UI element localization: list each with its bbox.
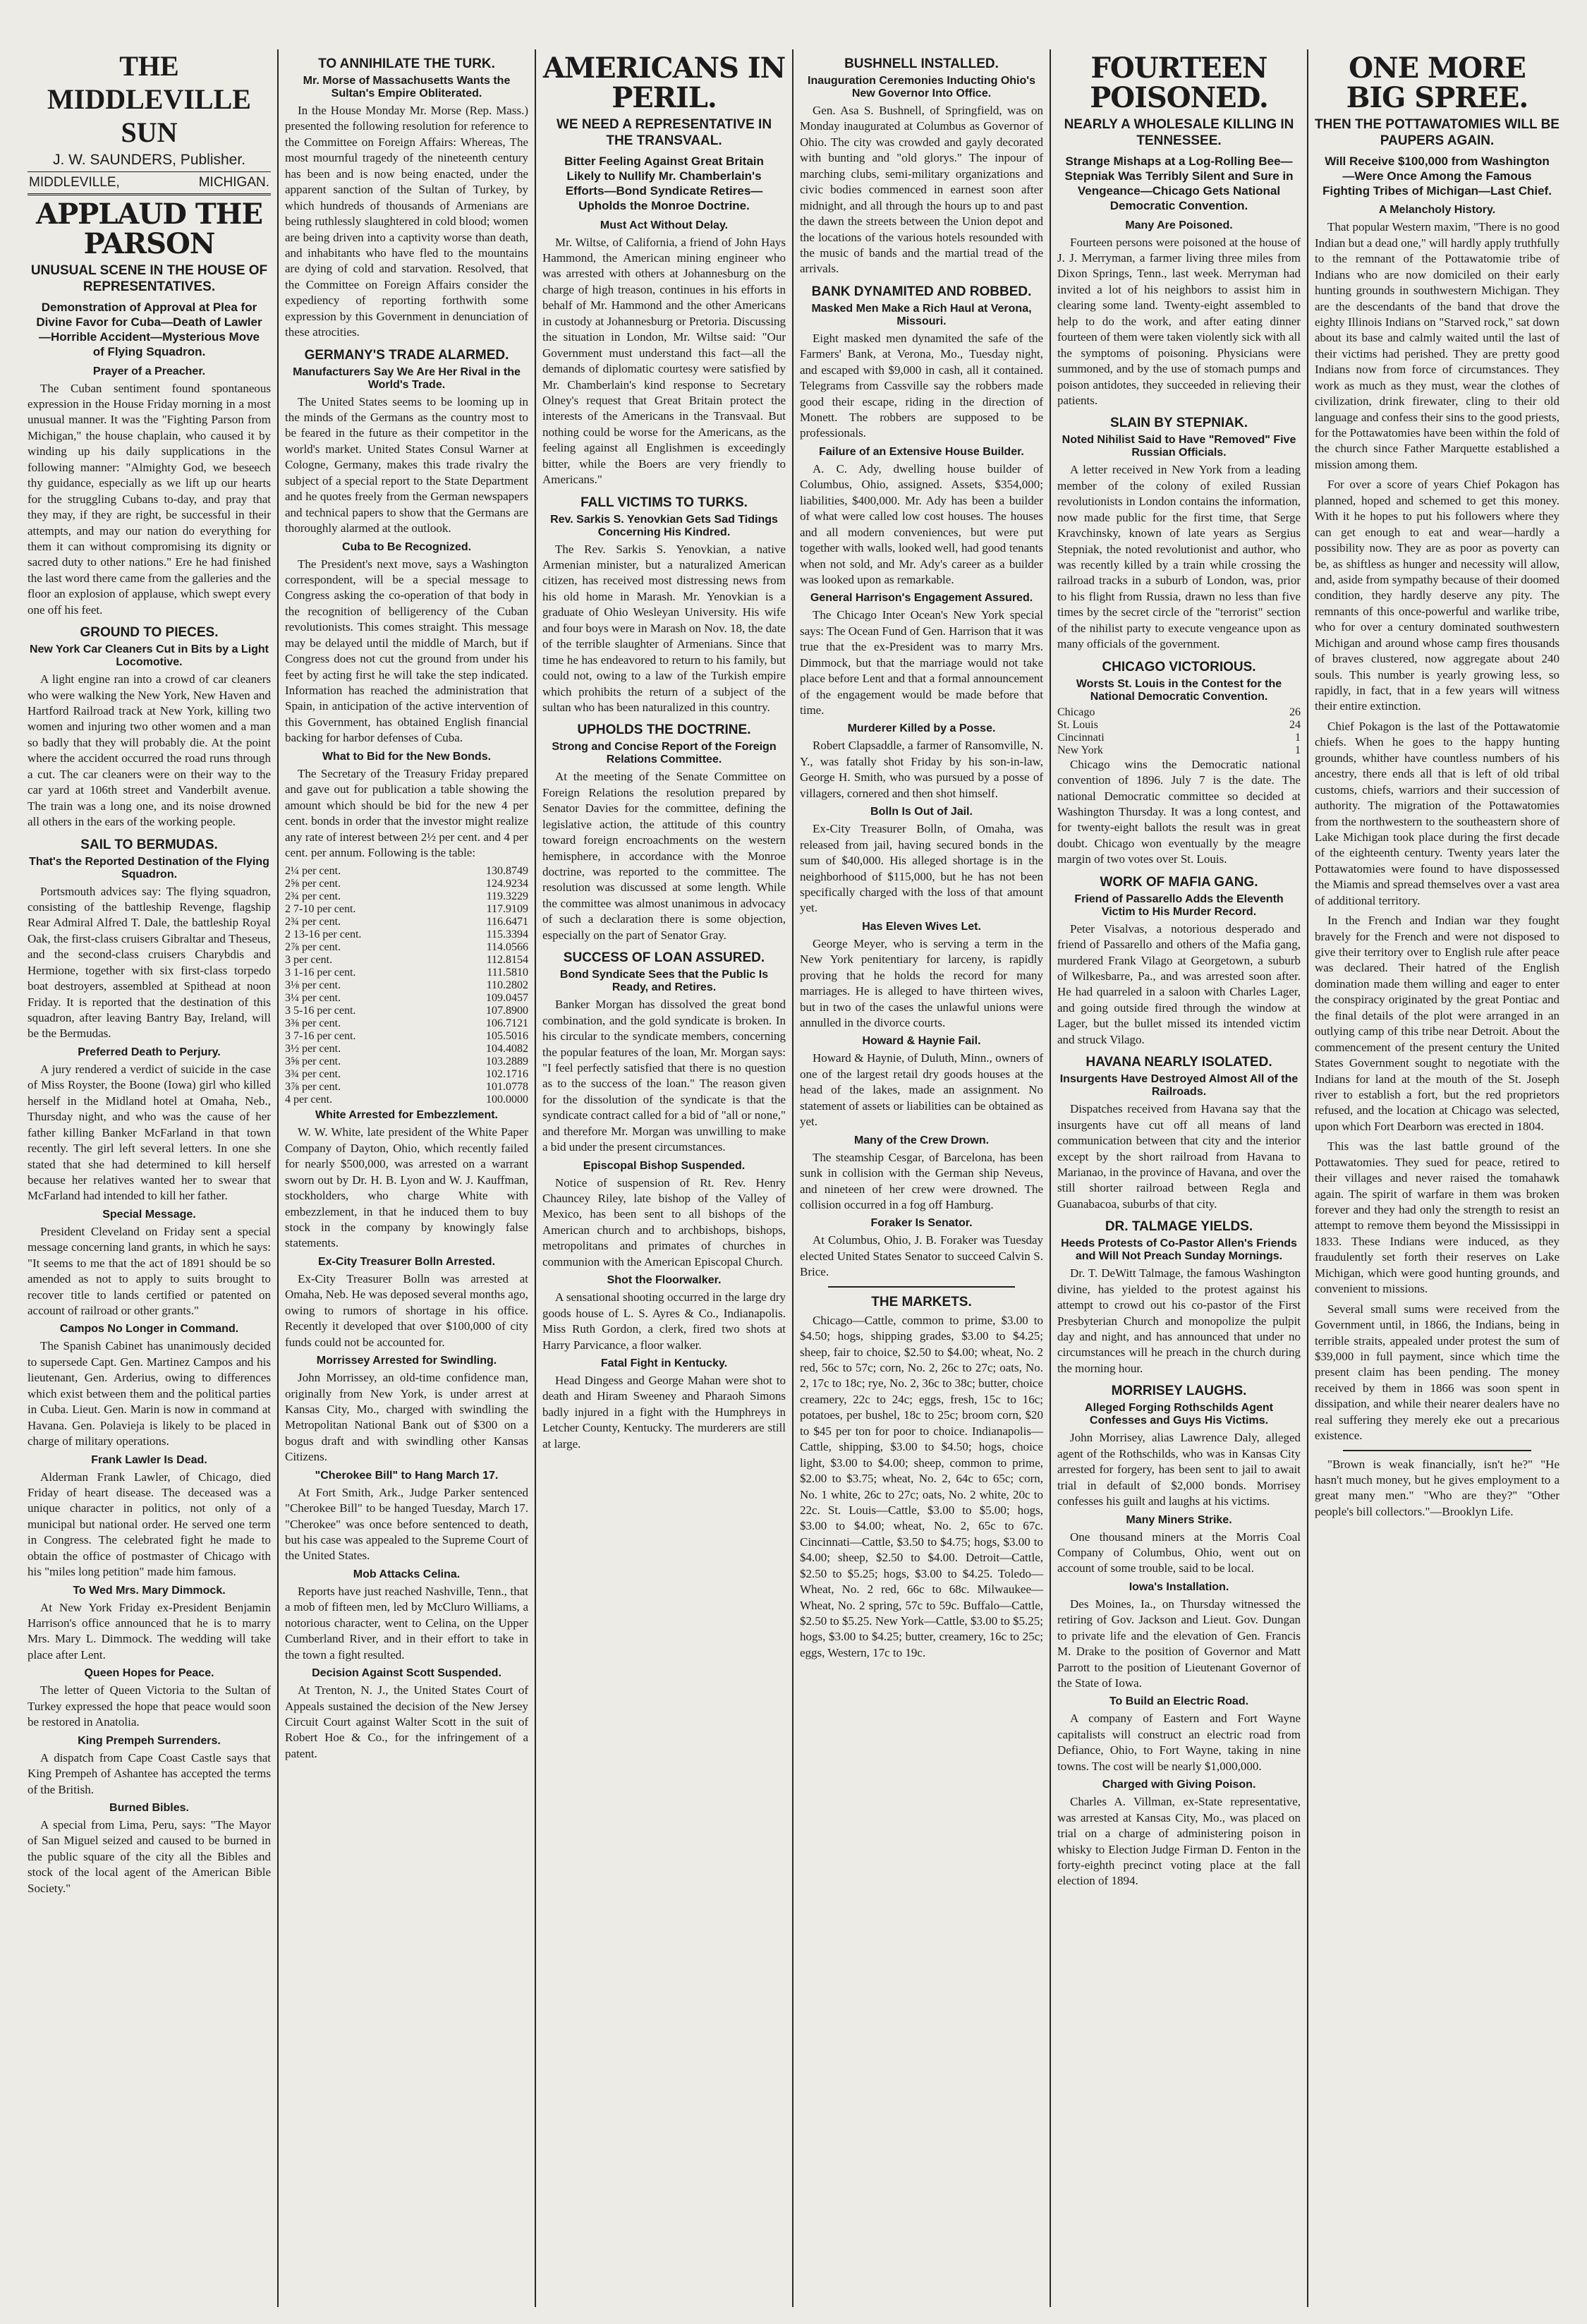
bond-value: 102.1716	[486, 1068, 528, 1081]
section-heading: MORRISEY LAUGHS.	[1111, 1384, 1247, 1399]
bond-row	[285, 903, 528, 916]
article-body: The Chicago Inter Ocean's New York special says: The Ocean Fund of Gen. Harrison that it was true that the ex-President was to marry Mrs. Dimmock, but that the marriage would not take place before Lent and that a formal announcement of the engagement would be made before that time.	[800, 608, 1043, 717]
bond-row	[285, 941, 528, 954]
article-body: For over a score of years Chief Pokagon has planned, hoped and schemed to get this money. With it he hopes to put his followers where they can get enough to eat and wear—hardly a possibility now. They are as poor as poverty can be, as shiftless as hunger and necessity will allow, and, aside from sympathy because of their doomed condition, they hardly deserve any pity. The remnants of this once-powerful and warlike tribe, who for over a century dominated southwestern Michigan and around whose camp fires thousands of braves clustered, now aggregate about 240 souls. This number is yearly growing less, so rapidly, in fact, that in a few years will witness their entire extinction.	[1315, 478, 1559, 713]
bond-rate: 3¾ per cent.	[285, 1068, 341, 1081]
section-heading: WORK OF MAFIA GANG.	[1100, 874, 1258, 890]
article-body: Portsmouth advices say: The flying squadron, consisting of the battleship Revenge, flagship Rear Admiral Alfred T. Dale, the battleship Royal Oak, the first-class cruisers Gibraltar and Theseus, and the second-class cruisers Charybdis and Hermione, together with six first-class torpedo boat destroyers, assembled at Spithead at noon Friday. It is reported that the destination of this squadron, after leaving Bantry Bay, Ireland, will be the Bermudas.	[28, 884, 271, 1041]
section-kicker: Friend of Passarello Adds the Eleventh Victim to His Murder Record.	[1074, 892, 1284, 918]
bond-row	[285, 916, 528, 928]
article-body: The Spanish Cabinet has unanimously decided to supersede Capt. Gen. Martinez Campos and his lieutenant, Gen. Arderius, owing to differences which exist between them and the political parties in Cuba. Lieut. Gen. Marin is now in command at Havana. Gen. Polavieja is likely to be placed in charge of military operations.	[28, 1339, 271, 1448]
section-heading: Foraker Is Senator.	[870, 1217, 973, 1230]
article-body: John Morrisey, alias Lawrence Daly, alleged agent of the Rothschilds, who was in Kansas City arrested for forgery, has been sent to jail to await trial in default of $2,000 bonds. Morrisey confesses his guilt and laughs at his victims.	[1057, 1431, 1301, 1508]
bond-row	[285, 1081, 528, 1094]
bond-rate: 2⅞ per cent.	[285, 941, 341, 954]
section-heading: Shot the Floorwalker.	[607, 1274, 722, 1287]
section-heading: "Cherokee Bill" to Hang March 17.	[315, 1469, 499, 1482]
section-heading: GROUND TO PIECES.	[80, 625, 219, 641]
bond-value: 114.0566	[486, 941, 528, 954]
section-heading: Iowa's Installation.	[1129, 1580, 1229, 1593]
section-heading: A Melancholy History.	[1378, 204, 1496, 217]
article-body: In the House Monday Mr. Morse (Rep. Mass.) presented the following resolution for reference to the Committee on Foreign Affairs: Whereas, The most mournful tragedy of the nineteenth century has been and is now being enacted, under the apparent sanction of the Sultan of Turkey, by which hundreds of thousands of Armenians are being ruthlessly slaughtered in cold blood; women are being driven into a captivity worse than death, and inhabitants who have fled to the mountains are dying of cold and starvation. Resolved, that the Committee on Foreign Affairs consider the expediency of reporting forthwith some expression by this Government in denunciation of these atrocities.	[285, 104, 528, 339]
bond-row	[285, 878, 528, 890]
bond-value: 117.9109	[486, 903, 528, 916]
headline: APPLAUD THE PARSON	[36, 198, 262, 260]
bond-value: 109.0457	[486, 992, 528, 1005]
vote-row	[1057, 732, 1301, 744]
bond-row	[285, 954, 528, 967]
bond-rate: 4 per cent.	[285, 1094, 333, 1106]
article-body: A jury rendered a verdict of suicide in the case of Miss Royster, the Boone (Iowa) girl who killed herself in the Midland hotel at Omaha, Neb., Thursday night, and who was the cause of her father killing Banker McFarland in that town recently. The girl left several letters. In one she stated that she had determined to kill herself because her relatives wanted her to swear that McFarland had intended to kill her father.	[28, 1062, 271, 1203]
vote-row	[1057, 744, 1301, 757]
deck: Strange Mishaps at a Log-Rolling Bee—Stepniak Was Terribly Silent and Sure in Vengeance—Chicago Gets National Democratic Convention.	[1064, 154, 1294, 213]
section-heading: Murderer Killed by a Posse.	[847, 722, 996, 735]
article-body: At Columbus, Ohio, J. B. Foraker was Tuesday elected United States Senator to succeed Calvin S. Brice.	[800, 1233, 1043, 1279]
section-heading: Decision Against Scott Suspended.	[312, 1667, 501, 1680]
section-heading: Ex-City Treasurer Bolln Arrested.	[317, 1255, 496, 1268]
vote-table	[1057, 706, 1301, 757]
article-body: A letter received in New York from a leading member of the colony of exiled Russian revolutionists in London contains the information, now made public for the first time, that Serge Kravchinsky, known of late years as Sergius Stepniak, the noted revolutionist and author, who was recently killed by a train while crossing the railroad tracks in a suburb of London, was, prior to his flight from Russia, drawn no less than five times by the secret circle of the "terrorist" section of the nihilist party to execute vengeance upon as many officials of the government.	[1057, 463, 1301, 651]
section-kicker: Mr. Morse of Massachusetts Wants the Sultan's Empire Obliterated.	[303, 75, 511, 99]
bond-rate: 3⅜ per cent.	[285, 1017, 341, 1030]
vote-count: 1	[1295, 731, 1301, 744]
bond-row	[285, 1030, 528, 1043]
section-heading: Many Miners Strike.	[1126, 1513, 1232, 1526]
section-heading: BANK DYNAMITED AND ROBBED.	[811, 284, 1032, 299]
article-body: President Cleveland on Friday sent a special message concerning land grants, in which he says: "It seems to me that the act of 1891 should be so amended as not to apply to suits brought to recover title to lands certified or patented on account of railroad or other grants."	[28, 1224, 271, 1318]
masthead-publisher: J. W. SAUNDERS, Publisher.	[52, 152, 246, 168]
bond-row	[285, 967, 528, 979]
section-heading: Preferred Death to Perjury.	[78, 1046, 221, 1058]
bond-row	[285, 1094, 528, 1106]
section-heading: GERMANY'S TRADE ALARMED.	[304, 347, 509, 363]
bond-table	[285, 865, 528, 1106]
section-kicker: Insurgents Have Destroyed Almost All of the Railroads.	[1059, 1073, 1299, 1099]
article-body: That popular Western maxim, "There is no good Indian but a dead one," will hardly apply truthfully to the remnant of the Pottawatomie tribe of Indians who are now domiciled on their early hunting grounds in southwestern Michigan. They are the descendants of the band that drove the eighty Illinois Indians on "Starved rock," sat down about its base and calmly waited until the last of their victims had perished. They are pretty good Indians now from force of circumstances. They work as much as they must, wear the clothes of civilization, drink firewater, cling to their old language and confess their sins to the good priests, for the Pottawatomies have been within the fold of the church since Father Marquette established a mission among them.	[1315, 220, 1559, 471]
headline: ONE MORE BIG SPREE.	[1346, 52, 1528, 114]
bond-value: 124.9234	[486, 878, 528, 890]
section-heading: To Wed Mrs. Mary Dimmock.	[73, 1584, 226, 1597]
article-body: The steamship Cesgar, of Barcelona, has been sunk in collision with the German ship Neveus, and nineteen of her crew were drowned. The collision occurred in a fog off Hamburg.	[800, 1150, 1043, 1211]
bond-rate: 3⅝ per cent.	[285, 1055, 341, 1068]
section-heading: Burned Bibles.	[109, 1801, 189, 1814]
article-body: Reports have just reached Nashville, Tenn., that a mob of fifteen men, led by McCluro Williams, a notorious character, went to Celina, on the Upper Cumberland River, and in their effort to take in the town a fight resulted.	[285, 1584, 528, 1662]
bond-rate: 2¼ per cent.	[285, 865, 341, 878]
article-body: A light engine ran into a crowd of car cleaners who were walking the New York, New Haven and Hartford Railroad track at New York, killing two women and injuring two other women and a man so badly that they will probably die. At the point where the accident occurred the road runs through a cut. The car cleaners were on their way to the car yard at 106th street and Vanderbilt avenue. The train was a long one, and its noise drowned all others in the ears of the working people.	[28, 672, 271, 829]
section-heading: Queen Hopes for Peace.	[84, 1667, 214, 1680]
article-body: At the meeting of the Senate Committee on Foreign Relations the resolution prepared by Senator Davies for the committee, defining the legislative action, the attitude of this country toward foreign encroachments on the western hemisphere, in accordance with the Monroe doctrine, was reported to the committee. The resolution was discussed at some length. While the committee was almost unanimous in advocacy of such a declaration there is some objection, especially on the part of Senator Gray.	[542, 770, 786, 942]
article-body: Ex-City Treasurer Bolln, of Omaha, was released from jail, having secured bonds in the sum of $40,000. His alleged shortage is in the neighborhood of $115,000, but he has not been specifically charged with the loss of that amount yet.	[800, 822, 1043, 915]
section-heading: Campos No Longer in Command.	[59, 1323, 239, 1336]
section-heading: Howard & Haynie Fail.	[862, 1035, 981, 1048]
section-heading: Special Message.	[102, 1208, 196, 1221]
section-kicker: Bond Syndicate Sees that the Public Is Ready, and Retires.	[559, 969, 769, 994]
subheadline: UNUSUAL SCENE IN THE HOUSE OF REPRESENTATIVES.	[30, 263, 268, 294]
deck: Demonstration of Approval at Plea for Divine Favor for Cuba—Death of Lawler—Horrible Accident—Mysterious Move of Flying Squadron.	[36, 300, 262, 359]
bond-value: 103.2889	[486, 1055, 528, 1068]
market-report: Chicago—Cattle, common to prime, $3.00 to $4.50; hogs, shipping grades, $3.00 to $4.25; sheep, fair to choice, $2.50 to $4.00; wheat, No. 2 red, 56c to 57c; corn, No. 2, 26c to 27c; oats, No. 2, 17c to 18c; rye, No. 2, 36c to 38c; butter, choice creamery, 22c to 24c; eggs, fresh, 15c to 16c; potatoes, per bushel, 18c to 25c; broom corn, $20 to $45 per ton for poor to choice. Indianapolis—Cattle, shipping, $3.00 to $4.50; hogs, choice light, $3.00 to $4.00; sheep, common to prime, $2.00 to $3.75; wheat, No. 2, 64c to 65c; corn, No. 1 white, 26c to 27c; oats, No. 2 white, 20c to 22c. St. Louis—Cattle, $3.00 to $5.00; hogs, $3.00 to $4.00; wheat, No. 2, 65c to 67c. Cincinnati—Cattle, $3.50 to $4.75; hogs, $3.00 to $4.00; sheep, $2.50 to $4.00. Detroit—Cattle, $2.50 to $5.25; hogs, $3.00 to $4.25. Toledo—Wheat, No. 2 red, 66c to 68c. Milwaukee—Wheat, No. 2 spring, 57c to 59c. Buffalo—Cattle, $2.50 to $5.25. New York—Cattle, $3.00 to $5.25; hogs, $3.00 to $4.25; butter, creamery, 16c to 25c; eggs, Western, 17c to 19c.	[800, 1313, 1043, 1659]
bond-row	[285, 1055, 528, 1068]
section-heading: CHICAGO VICTORIOUS.	[1102, 659, 1256, 674]
bond-rate: 3½ per cent.	[285, 1043, 341, 1055]
bond-value: 107.8900	[486, 1005, 528, 1017]
section-heading: Many Are Poisoned.	[1125, 219, 1233, 231]
vote-count: 1	[1295, 744, 1301, 756]
masthead-dateline	[28, 171, 271, 195]
section-kicker: That's the Reported Destination of the Flying Squadron.	[29, 855, 269, 880]
bond-rate: 3⅞ per cent.	[285, 1081, 341, 1094]
article-body: In the French and Indian war they fought bravely for the French and were not disposed to give their territory over to English rule after peace was declared. Their hatred of the English domination made them willing and eager to enter the conspiracy originated by the great Pontiac and the final details of the plot were arranged in an outlying camp of this tribe near Detroit. About the commencement of the present century the United States Government sought to negotiate with the Indians for land at the mouth of the St. Joseph river to establish a fort, but the red proprietors refused, and the location at Chicago was selected, upon which Fort Dearborn was erected in 1804.	[1315, 914, 1559, 1133]
article-body: Mr. Wiltse, of California, a friend of John Hays Hammond, the American mining engineer who was arrested with others at Johannesburg on the charge of high treason, continues in his efforts in behalf of Mr. Hammond and the other Americans in custody at Johannesburg or Pretoria. Discussing the situation in London, Mr. Wiltse said: "Our Government must understand this fact—all the demands of diplomatic courtesy were satisfied by Mr. Chamberlain's kind response to Secretary Olney's request that Great Britain protect the interests of the Americans in the Transvaal. But nothing could be worse for the Americans, as the feeling against all Englishmen is exceedingly bitter, while the Boers are very friendly to Americans."	[542, 235, 786, 487]
article-body: At New York Friday ex-President Benjamin Harrison's office announced that he is to marry Mrs. Mary L. Dimmock. The wedding will take place after Lent.	[28, 1600, 271, 1662]
vote-count: 24	[1289, 718, 1301, 731]
article-body: Ex-City Treasurer Bolln was arrested at Omaha, Neb. He was deposed several months ago, owing to rumors of shortage in his office. Recently it developed that over $100,000 of city funds could not be accounted for.	[285, 1271, 528, 1349]
section-heading: Mob Attacks Celina.	[353, 1568, 461, 1580]
headline: AMERICANS IN PERIL.	[542, 52, 786, 114]
section-heading: Frank Lawler Is Dead.	[91, 1453, 207, 1466]
section-heading: Prayer of a Preacher.	[92, 365, 206, 377]
bond-row	[285, 928, 528, 941]
masthead-title: THE MIDDLEVILLE SUN	[47, 50, 251, 148]
article-body: Head Dingess and George Mahan were shot to death and Hiram Sweeney and Pharaoh Simons badly injured in a fight with the Humphreys in Letcher County, Kentucky. The murderers are still at large.	[542, 1373, 786, 1451]
section-kicker: Masked Men Make a Rich Haul at Verona, Missouri.	[811, 302, 1032, 327]
section-heading: What to Bid for the New Bonds.	[322, 750, 492, 763]
bond-row	[285, 992, 528, 1005]
section-heading: King Prempeh Surrenders.	[78, 1734, 221, 1747]
article-body: Dr. T. DeWitt Talmage, the famous Washington divine, has yielded to the protest against his attempt to crowd out his co-pastor of the First Presbyterian Church and monopolize the pulpit day and night, and has announced that under no circumstances will he preach in the church during the morning hour.	[1057, 1266, 1301, 1375]
bond-row	[285, 1017, 528, 1030]
section-heading: To Build an Electric Road.	[1109, 1695, 1249, 1708]
section-heading: White Arrested for Embezzlement.	[315, 1109, 498, 1122]
bond-rate: 3¼ per cent.	[285, 992, 341, 1005]
section-heading: TO ANNIHILATE THE TURK.	[318, 56, 495, 71]
section-kicker: Rev. Sarkis S. Yenovkian Gets Sad Tidings Concerning His Kindred.	[550, 513, 778, 538]
article-body: At Fort Smith, Ark., Judge Parker sentenced "Cherokee Bill" to be hanged Tuesday, March 17. "Cherokee" was once before sentenced to death, but his case was appealed to the Supreme Court of the United States.	[285, 1485, 528, 1563]
article-body: Fourteen persons were poisoned at the house of J. J. Merryman, a farmer living three miles from Dixon Springs, Tenn., last week. Merryman had invited a lot of his neighbors to assist him in clearing some land. Twenty-eight assembled to help to do the work, and after eating dinner fourteen of them were taken violently sick with all the symptoms of poisoning. Physicians were summoned, and by the use of stomach pumps and poison antidotes, they succeeded in relieving their patients.	[1057, 235, 1301, 407]
bond-rate: 2 13-16 per cent.	[285, 928, 362, 941]
article-body: Gen. Asa S. Bushnell, of Springfield, was on Monday inaugurated at Columbus as Governor of Ohio. The city was crowded and gayly decorated with bunting and "old glorys." The inpour of marching clubs, semi-military organizations and civic bodies commenced in earnest soon after midnight, and all through the hours up to and past the dawn the streets between the Union depot and the locations of the various hotels resounded with the music of bands and the martial tread of the arrivals.	[800, 104, 1043, 276]
vote-city: St. Louis	[1057, 718, 1098, 731]
article-body: W. W. White, late president of the White Paper Company of Dayton, Ohio, which recently failed for nearly $500,000, was arrested on a warrant sworn out by Dr. H. B. Lyon and W. J. Kauffman, stockholders, who charge White with embezzlement, in that he induced them to buy stock in the company by knowingly false statements.	[285, 1125, 528, 1250]
article-body: Dispatches received from Havana say that the insurgents have cut off all means of land communication between that city and the interior except by the short railroad from Havana to Marianao, in the province of Havana, and over the still shorter railroad between Regla and Guanabacoa, suburbs of that city.	[1057, 1102, 1301, 1211]
article-body: A dispatch from Cape Coast Castle says that King Prempeh of Ashantee has accepted the terms of the British.	[28, 1750, 271, 1796]
section-heading: Many of the Crew Drown.	[853, 1134, 990, 1146]
bond-value: 110.2802	[486, 979, 528, 992]
bond-row	[285, 890, 528, 903]
article-body: John Morrissey, an old-time confidence man, originally from New York, is under arrest at Kansas City, Mo., charged with swindling the Metropolitan National Bank out of $300 on a bogus draft and with swindling other Kansas Citizens.	[285, 1371, 528, 1464]
section-kicker: Manufacturers Say We Are Her Rival in the World's Trade.	[293, 365, 521, 391]
article-body: Chicago wins the Democratic national convention of 1896. July 7 is the date. The national Democratic committee so decided at Washington Thursday. It was a long contest, and for twenty-eight ballots the result was in great doubt. Chicago won eventually by the meagre margin of two votes over St. Louis.	[1057, 757, 1301, 866]
masthead-town: MIDDLEVILLE,	[29, 175, 120, 190]
article-body: Howard & Haynie, of Duluth, Minn., owners of one of the largest retail dry goods houses at the head of the lakes, made an assignment. No statement of assets or liabilities can be obtained as yet.	[800, 1051, 1043, 1129]
section-heading: THE MARKETS.	[871, 1294, 972, 1309]
article-body: The letter of Queen Victoria to the Sultan of Turkey expressed the hope that peace would soon be restored in Anatolia.	[28, 1683, 271, 1729]
article-body: Several small sums were received from the Government until, in 1866, the Indians, being in terrible straits, appealed under protest the sum of $39,000 in full payment, since which time the present claim has been pending. The money received by them in 1866 was soon spent in dissipation, and while their nearer dealers have no real suffering they merely eke out a precarious existence.	[1315, 1302, 1559, 1443]
section-kicker: Inauguration Ceremonies Inducting Ohio's New Governor Into Office.	[808, 75, 1035, 99]
section-kicker: New York Car Cleaners Cut in Bits by a Light Locomotive.	[29, 643, 269, 669]
section-heading: Charged with Giving Poison.	[1102, 1779, 1256, 1791]
article-body: Des Moines, Ia., on Thursday witnessed the retiring of Gov. Jackson and Lieut. Gov. Dungan to private life and the elevation of Gen. Francis M. Drake to the position of Governor and Matt Parrott to the position of Lieutenant Governor of the State of Iowa.	[1057, 1597, 1301, 1690]
section-kicker: Noted Nihilist Said to Have "Removed" Five Russian Officials.	[1062, 434, 1296, 459]
section-heading: UPHOLDS THE DOCTRINE.	[577, 722, 751, 738]
divider	[1343, 1450, 1531, 1451]
column-4	[794, 49, 1051, 2307]
bond-value: 130.8749	[486, 865, 528, 878]
section-heading: SAIL TO BERMUDAS.	[80, 837, 218, 852]
article-body: Chief Pokagon is the last of the Pottawatomie chiefs. When he goes to the happy hunting grounds, whither have countless numbers of his ancestry, there ends all that is left of old tribal customs, chiefs, warriors and their succession of authority. The migration of the Pottawatomies from the northwestern to the southeastern shore of Lake Michigan took place during the first decade of the eighteenth century. Twenty years later the Pottawatomies were found to have dispossessed the Miamis and spread themselves over a vast area of additional territory.	[1315, 719, 1559, 907]
section-heading: Must Act Without Delay.	[600, 219, 729, 231]
section-kicker: Strong and Concise Report of the Foreign Relations Committee.	[552, 741, 777, 766]
column-2	[279, 49, 536, 2307]
bond-rate: 2¾ per cent.	[285, 890, 341, 903]
bond-value: 119.3229	[486, 890, 528, 903]
article-body: A. C. Ady, dwelling house builder of Columbus, Ohio, assigned. Assets, $354,000; liabilities, $400,000. Mr. Ady has been a builder of what were called low cost houses. The houses and all modern conveniences, but were put together with walls, looked well, had good tenants when not sold, and Mr. Ady's career as a builder was looked upon as remarkable.	[800, 461, 1043, 586]
bond-value: 116.6471	[486, 916, 528, 928]
section-heading: Has Eleven Wives Let.	[862, 920, 981, 933]
bond-value: 104.4082	[486, 1043, 528, 1055]
vote-city: New York	[1057, 744, 1103, 756]
article-body: The Rev. Sarkis S. Yenovkian, a native Armenian minister, but a naturalized American citizen, has received most distressing news from his old home in Marash. Mr. Yenovkian is a graduate of Ohio Wesleyan University. His wife and four boys were in Marash on Nov. 18, the date of the terrible slaughter of Armenians. Since that time he has endeavored to return to his family, but could not, owing to a law of the Turkish empire which prohibits the return of a subject of the sultan who has been naturalized in this country.	[542, 542, 786, 714]
bond-value: 105.5016	[486, 1030, 528, 1043]
article-body: Robert Clapsaddle, a farmer of Ransomville, N. Y., was fatally shot Friday by his son-in-law, George H. Smith, who was pursued by a posse of villagers, cornered and then shot himself.	[800, 739, 1043, 800]
section-kicker: Worsts St. Louis in the Contest for the National Democratic Convention.	[1076, 677, 1282, 703]
article-body: One thousand miners at the Morris Coal Company of Columbus, Ohio, went out on account of some trouble, said to be local.	[1057, 1530, 1301, 1575]
column-3	[536, 49, 794, 2307]
article-body: The Secretary of the Treasury Friday prepared and gave out for publication a table showing the amount which should be bid for the new 4 per cent. bonds in order that the investor might realize any rate of interest between 2½ per cent. and 4 per cent. per annum. Following is the table:	[285, 766, 528, 859]
bond-row	[285, 865, 528, 878]
deck: Bitter Feeling Against Great Britain Likely to Nullify Mr. Chamberlain's Efforts—Bond Syndicate Retires—Upholds the Monroe Doctrine.	[564, 154, 764, 213]
bond-value: 100.0000	[486, 1094, 528, 1106]
bond-rate: 2⅝ per cent.	[285, 878, 341, 890]
article-body: Peter Visalvas, a notorious desperado and friend of Passarello and others of the Mafia gang, murdered Frank Vilago at Georgetown, a suburb of Wilkesbarre, Pa., and was arrested soon after. He had quarreled in a saloon with Charles Lager, and going outside fired through the window at Lager, but the bullet missed its intended victim and struck Vilago.	[1057, 921, 1301, 1046]
article-body: Notice of suspension of Rt. Rev. Henry Chauncey Riley, late bishop of the Valley of Mexico, has been sent to all bishops of the American church and to archbishops, bishops, metropolitans and primates of churches in communion with the American Episcopal Church.	[542, 1175, 786, 1269]
section-heading: Bolln Is Out of Jail.	[870, 806, 973, 818]
article-body: At Trenton, N. J., the United States Court of Appeals sustained the decision of the New Jersey Circuit Court against Walter Scott in the suit of Robert Hoe & Co., for the infringement of a patent.	[285, 1683, 528, 1760]
article-body: Banker Morgan has dissolved the great bond combination, and the gold syndicate is broken. In his circular to the syndicate members, concerning the popular features of the loan, Mr. Morgan says: "I feel perfectly satisfied that there is no question as to the success of the loan." The reason given for the dissolution of the syndicate is that the syndicate contract called for a bid of "all or none," and therefore Mr. Morgan was unwilling to make a bid under the present circumstances.	[542, 998, 786, 1154]
vote-count: 26	[1289, 706, 1301, 718]
bond-value: 115.3394	[486, 928, 528, 941]
section-heading: Failure of an Extensive House Builder.	[819, 445, 1024, 458]
section-heading: Morrissey Arrested for Swindling.	[316, 1355, 497, 1367]
bond-value: 101.0778	[486, 1081, 528, 1094]
section-heading: SLAIN BY STEPNIAK.	[1110, 416, 1248, 431]
article-body: The Cuban sentiment found spontaneous expression in the House Friday morning in a most unusual manner. It was the "Fighting Parson from Michigan," the house chaplain, who caused it by winding up his daily supplications in the following manner: "Almighty God, we beseech thy guidance, especially as we lift up our hearts for the struggling Cubans to-day, and pray that they may, if they are right, be successful in their attempts, and may our nation do everything for them it can without compromising its dignity or sacred duty to other nations." Ere he had finished the last word there came from the galleries and the floor an explosion of applause, which swept every one off his feet.	[28, 381, 271, 617]
section-heading: Cuba to Be Recognized.	[341, 540, 472, 553]
article-body: George Meyer, who is serving a term in the New York penitentiary for larceny, is rapidly proving that he holds the record for many marriages. He is alleged to have thirteen wives, but in two of the cases the unlawful unions were annulled in the divorce courts.	[800, 936, 1043, 1029]
subheadline: WE NEED A REPRESENTATIVE IN THE TRANSVAAL.	[556, 117, 772, 148]
section-heading: SUCCESS OF LOAN ASSURED.	[563, 950, 765, 966]
article-body: Alderman Frank Lawler, of Chicago, died Friday of heart disease. The deceased was a unique character in politics, not only of a municipal but national order. He served one term in Congress. The celebrated fight he made to obtain the office of postmaster of Chicago with his "miles long petition" made him famous.	[28, 1470, 271, 1579]
bond-value: 111.5810	[487, 967, 528, 979]
bond-rate: 3 5-16 per cent.	[285, 1005, 356, 1017]
bond-value: 112.8154	[486, 954, 528, 967]
deck: Will Receive $100,000 from Washington—Were Once Among the Famous Fighting Tribes of Michigan—Last Chief.	[1322, 154, 1552, 198]
bond-rate: 3 1-16 per cent.	[285, 967, 356, 979]
article-body: A special from Lima, Peru, says: "The Mayor of San Miguel seized and caused to be burned in the public square of the city all the Bibles and stock of the local agent of the American Bible Society."	[28, 1817, 271, 1895]
article-body: This was the last battle ground of the Pottawatomies. They sued for peace, retired to their villages and never raised the tomahawk again. The spirit of warfare in them was broken forever and they had only the strength to resist an attempt to remove them beyond the Mississippi in 1833. These Indians were induced, as they fraudulently set forth their reserves on Lake Michigan, which were good hunting grounds, and convenient to missions.	[1315, 1139, 1559, 1296]
article-body: Eight masked men dynamited the safe of the Farmers' Bank, at Verona, Mo., Tuesday night, and escaped with $9,000 in cash, all it contained. Telegrams from Cassville say the robbers made good their escape, riding in the direction of Monett. The robbers are supposed to be professionals.	[800, 331, 1043, 440]
section-heading: BUSHNELL INSTALLED.	[844, 56, 999, 71]
column-5	[1051, 49, 1308, 2307]
bond-row	[285, 979, 528, 992]
bond-rate: 3⅛ per cent.	[285, 979, 341, 992]
section-kicker: Heeds Protests of Co-Pastor Allen's Friends and Will Not Preach Sunday Mornings.	[1061, 1237, 1297, 1263]
section-heading: Episcopal Bishop Suspended.	[583, 1159, 746, 1172]
article-body: A sensational shooting occurred in the large dry goods house of L. S. Ayres & Co., Indianapolis. Miss Ruth Gordon, a clerk, fired two shots at Harry Parvicance, a floor walker.	[542, 1290, 786, 1352]
article-body: A company of Eastern and Fort Wayne capitalists will construct an electric road from Defiance, Ohio, to Fort Wayne, taking in nine towns. The cost will be nearly $1,000,000.	[1057, 1712, 1301, 1773]
section-heading: FALL VICTIMS TO TURKS.	[580, 495, 748, 510]
masthead-state: MICHIGAN.	[198, 175, 269, 190]
bond-row	[285, 1068, 528, 1081]
column-6	[1308, 49, 1566, 2307]
bond-row	[285, 1043, 528, 1055]
subheadline: THEN THE POTTAWATOMIES WILL BE PAUPERS AGAIN.	[1315, 117, 1559, 148]
headline: FOURTEEN POISONED.	[1090, 52, 1268, 114]
vote-row	[1057, 719, 1301, 732]
bond-rate: 3 per cent.	[285, 954, 333, 967]
article-body: Charles A. Villman, ex-State representative, was arrested at Kansas City, Mo., was placed on trial on a charge of administering poison in whisky to Election Judge Firman D. Fenton in the forty-eighth precinct voting place at the fall election of 1894.	[1057, 1795, 1301, 1888]
article-body: The United States seems to be looming up in the minds of the Germans as the country most to be feared in the future as their competitor in the world's market. United States Consul Warner at Cologne, Germany, makes this trade rivalry the subject of a special report to the State Department and he quotes freely from the German newspapers and technical papers to show that the Germans are thoroughly alarmed at the outlook.	[285, 394, 528, 535]
vote-row	[1057, 706, 1301, 719]
section-heading: DR. TALMAGE YIELDS.	[1105, 1219, 1253, 1235]
article-body: The President's next move, says a Washington correspondent, will be a special message to Congress asking the co-operation of that body in the recognition of belligerency of the Cuban revolutionists. This comes straight. This message may be delayed until the middle of March, but if Congress does not cut the ground from under his feet by acting first he will take the step indicated. Information has reached the administration that Spain, in anticipation of the active intervention of this Government, has obtained English financial backing for harbor defenses of Cuba.	[285, 557, 528, 745]
article-body: "Brown is weak financially, isn't he?" "He hasn't much money, but he gives employment to a great many men." "Who are they?" "Other people's bill collectors."—Brooklyn Life.	[1315, 1457, 1559, 1518]
bond-rate: 3 7-16 per cent.	[285, 1030, 356, 1043]
section-kicker: Alleged Forging Rothschilds Agent Confesses and Guys His Victims.	[1085, 1402, 1273, 1427]
bond-value: 106.7121	[486, 1017, 528, 1030]
bond-rate: 2 7-10 per cent.	[285, 903, 356, 916]
column-1	[21, 49, 279, 2307]
divider	[828, 1286, 1015, 1288]
section-heading: HAVANA NEARLY ISOLATED.	[1086, 1055, 1272, 1070]
bond-rate: 2¾ per cent.	[285, 916, 341, 928]
section-heading: Fatal Fight in Kentucky.	[600, 1357, 728, 1369]
section-heading: General Harrison's Engagement Assured.	[810, 592, 1033, 605]
subheadline: NEARLY A WHOLESALE KILLING IN TENNESSEE.	[1064, 117, 1294, 148]
bond-row	[285, 1005, 528, 1017]
vote-city: Cincinnati	[1057, 731, 1105, 744]
vote-city: Chicago	[1057, 706, 1095, 718]
